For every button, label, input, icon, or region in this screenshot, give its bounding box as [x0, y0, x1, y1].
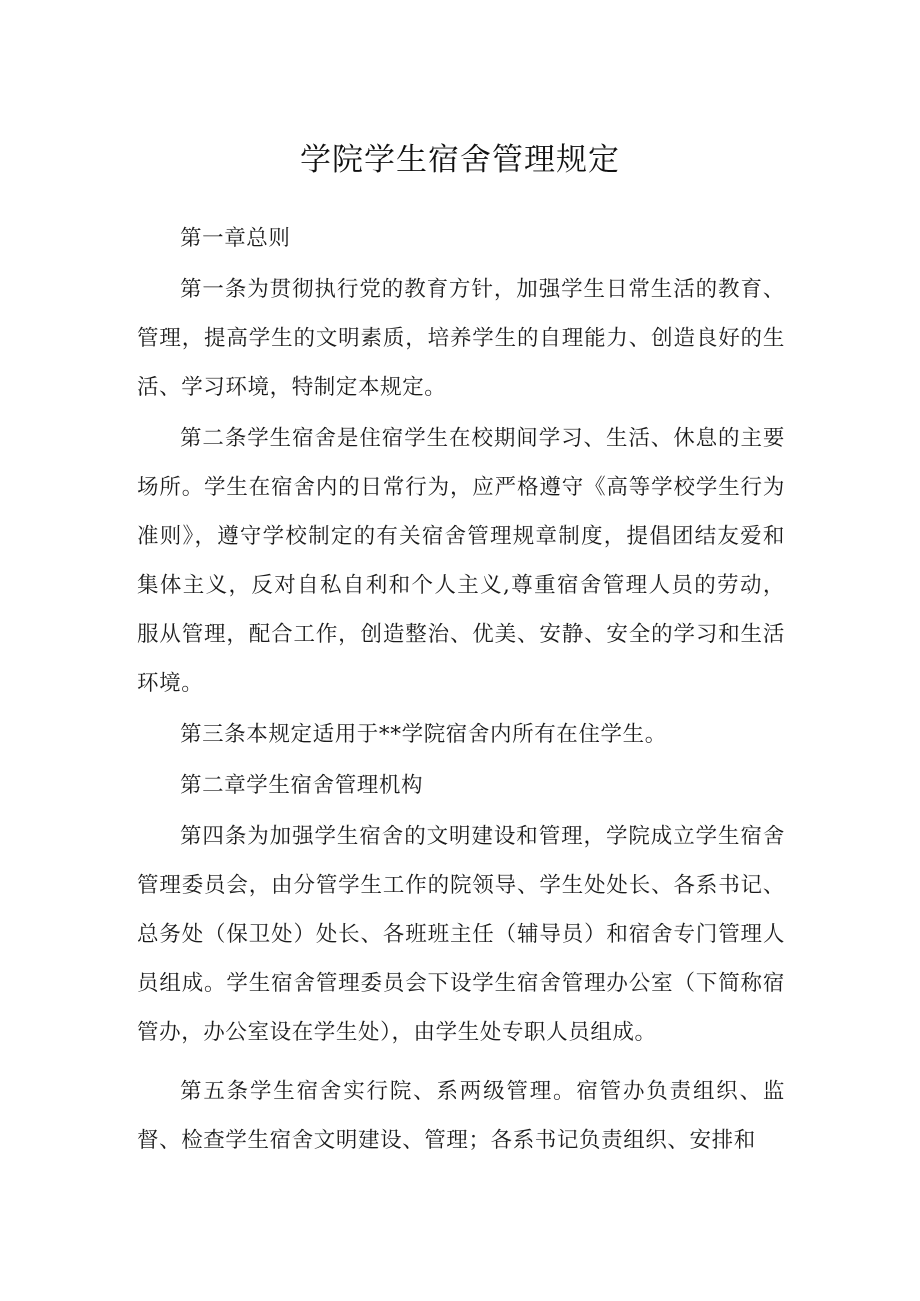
chapter-heading-2: 第二章学生宿舍管理机构: [180, 773, 424, 798]
article-2: 第二条学生宿舍是住宿学生在校期间学习、生活、休息的主要场所。学生在宿舍内的日常行为，应严格遵守《高等学校学生行为准则》，遵守学校制定的有关宿舍管理规章制度，提倡团结友爱和集体主义，反对自私自利和个人主义,尊重宿舍管理人员的劳动，服从管理，配合工作，创造整治、优美、安静、安全的学习和生活环境。: [137, 426, 785, 696]
article-1: 第一条为贯彻执行党的教育方针，加强学生日常生活的教育、管理，提高学生的文明素质，培养学生的自理能力、创造良好的生活、学习环境，特制定本规定。: [137, 277, 785, 400]
document-title: 学院学生宿舍管理规定: [300, 142, 620, 178]
chapter-heading-1: 第一章总则: [180, 226, 291, 251]
document-body: [137, 214, 785, 1167]
article-4: 第四条为加强学生宿舍的文明建设和管理，学院成立学生宿舍管理委员会，由分管学生工作的院领导、学生处处长、各系书记、总务处（保卫处）处长、各班班主任（辅导员）和宿舍专门管理人员组成。学生宿舍管理委员会下设学生宿舍管理办公室（下简称宿管办，办公室设在学生处），由学生处专职人员组成。: [137, 824, 785, 1045]
article-3: 第三条本规定适用于**学院宿舍内所有在住学生。: [180, 722, 667, 747]
article-5: 第五条学生宿舍实行院、系两级管理。宿管办负责组织、监督、检查学生宿舍文明建设、管理；各系书记负责组织、安排和: [137, 1079, 785, 1153]
